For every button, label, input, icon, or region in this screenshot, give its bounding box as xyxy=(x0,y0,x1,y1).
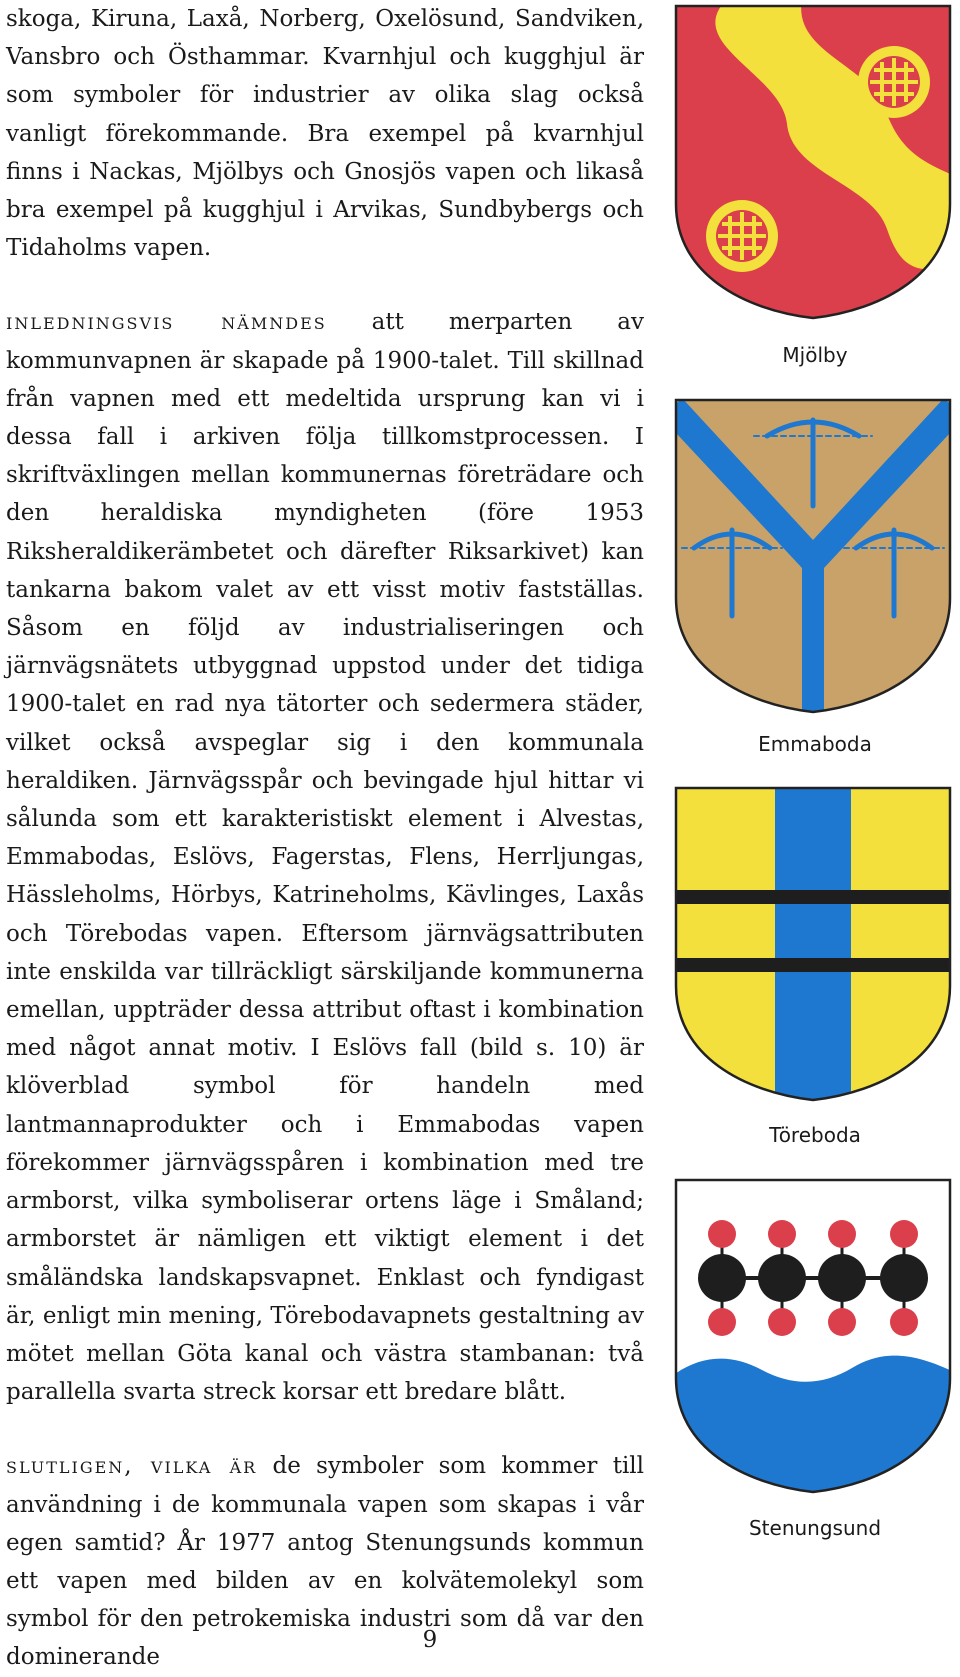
paragraph-2 xyxy=(6,303,644,1411)
mjolby-millwheel-icon-bottom xyxy=(706,200,778,272)
paragraph-1-text: skoga, Kiruna, Laxå, Norberg, Oxelösund, Sandviken, Vansbro och Östhammar. Kvarnhjul och kugghjul är som symboler för industrier av olika slag också vanligt förekommande. Bra exempel på kvarnhjul finns i Nackas, Mjölbys och Gnosjös vapen och likaså bra exempel på kugghjul i Arvikas, Sundbybergs och Tidaholms vapen. xyxy=(6,6,644,262)
paragraph-3-lead: slutligen, vilka är xyxy=(6,1453,258,1480)
caption-stenungsund: Stenungsund xyxy=(748,1516,882,1540)
paragraph-1 xyxy=(6,0,644,267)
toreboda-rail-line-upper xyxy=(672,890,954,904)
toreboda-coat-of-arms xyxy=(672,786,954,1102)
paragraph-3-text: de symboler som kommer till användning i de kommunala vapen som skapas i vår egen samtid? År 1977 antog Stenungsunds kommun ett vapen med bilden av en kolvätemolekyl som symbol för den petrokemiska industri som då var den dominerande xyxy=(6,1453,645,1671)
page-number: 9 xyxy=(422,1627,438,1653)
toreboda-rail-line-lower xyxy=(672,958,954,972)
caption-toreboda: Töreboda xyxy=(769,1123,861,1147)
paragraph-2-text: att merparten av kommunvapnen är skapade på 1900-talet. Till skillnad från vapnen med ett medeltida ursprung kan vi i dessa fall i arkiven följa tillkomstprocessen. I skriftväxlingen mellan kommunernas företrädare och den heraldiska myndigheten (före 1953 Riksheraldikerämbetet och därefter Riksarkivet) kan tankarna bakom valet av ett visst motiv fastställas. Såsom en följd av industrialiseringen och järnvägsnätets utbyggnad uppstod under det tidiga 1900-talet en rad nya tätorter och sedermera städer, vilket också avspeglar sig i den kommunala heraldiken. Järnvägsspår och bevingade hjul hittar vi sålunda som ett karakteristiskt element i Alvestas, Emmabodas, Eslövs, Fagerstas, Flens, Herrljungas, Hässleholms, Hörbys, Katrineholms, Kävlinges, Laxås och Törebodas vapen. Eftersom järnvägsattributen inte enskilda var tillräckligt särskiljande kommunerna emellan, uppträder dessa attribut oftast i kombination med något annat motiv. I Eslövs fall (bild s. 10) är klöverblad symbol för handeln med lantmannaprodukter och i Emmabodas vapen förekommer järnvägsspåren i kombination med tre armborst, vilka symboliserar ortens läge i Småland; armborstet är nämligen ett viktigt element i det småländska landskapsvapnet. Enklast och fyndigast är, enligt min mening, Törebodavapnets gestaltning av mötet mellan Göta kanal och västra stambanan: två parallella svarta streck korsar ett bredare blått. xyxy=(6,309,644,1406)
mjolby-millwheel-icon-top xyxy=(858,46,930,118)
caption-mjolby: Mjölby xyxy=(782,343,848,367)
caption-emmaboda: Emmaboda xyxy=(758,732,872,756)
stenungsund-coat-of-arms xyxy=(672,1178,954,1494)
emmaboda-coat-of-arms xyxy=(672,398,954,714)
paragraph-2-lead: inledningsvis nämndes xyxy=(6,309,327,336)
body-text-column xyxy=(6,0,644,1677)
toreboda-canal-stripe xyxy=(775,786,851,1102)
mjolby-coat-of-arms xyxy=(672,4,954,320)
